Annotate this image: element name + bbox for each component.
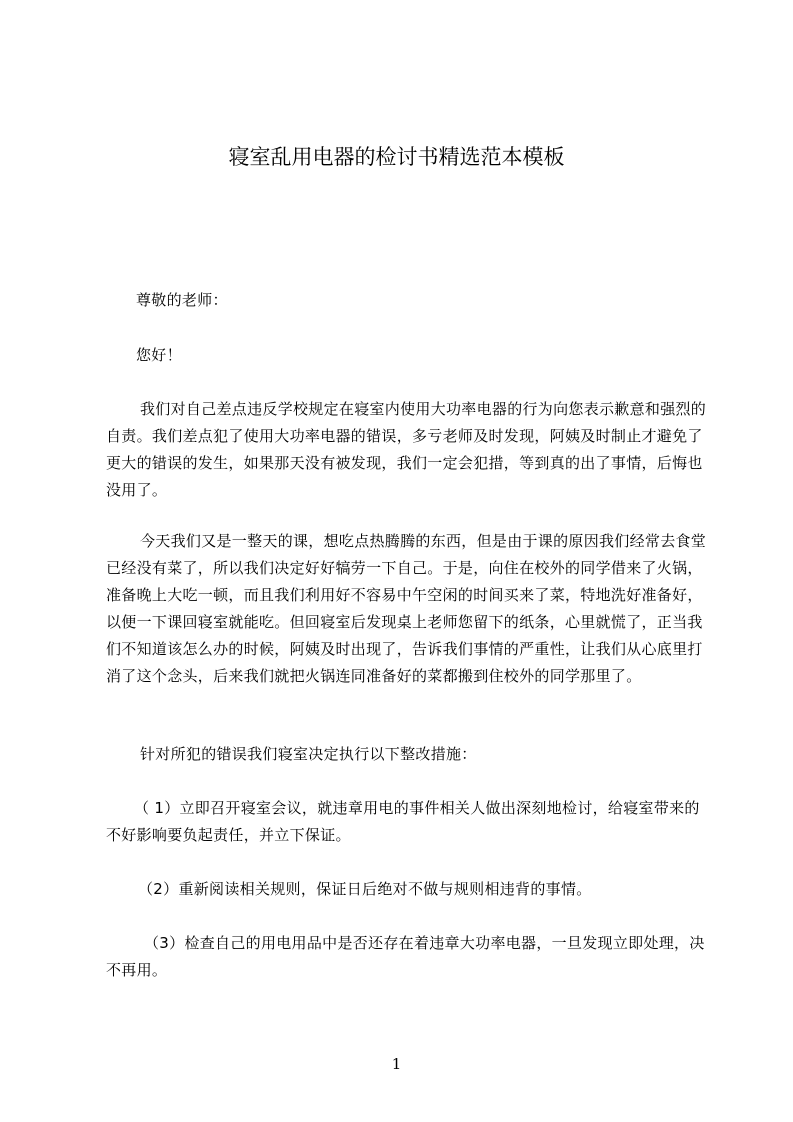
measure-item-3: （3）检查自己的用电用品中是否还存在着违章大功率电器，一旦发现立即处理，决不再用。 (106, 934, 705, 979)
body-paragraph-apology: 我们对自己差点违反学校规定在寝室内使用大功率电器的行为向您表示歉意和强烈的自责。我们差点犯了使用大功率电器的错误，多亏老师及时发现，阿姨及时制止才避免了更大的错误的发生，如果那天没有被发现，我们一定会犯措，等到真的出了事情，后悔也没用了。 (106, 400, 707, 499)
measure-item-2: （2）重新阅读相关规则，保证日后绝对不做与规则相违背的事情。 (138, 880, 592, 898)
document-title: 寝室乱用电器的检讨书精选范本模板 (228, 145, 565, 169)
measure-item-1: （ 1）立即召开寝室会议，就违章用电的事件相关人做出深刻地检讨，给寝室带来的不好影响要负起责任，并立下保证。 (106, 799, 700, 844)
page-number: 1 (391, 1055, 402, 1073)
body-paragraph-measures-intro: 针对所犯的错误我们寝室决定执行以下整改措施： (140, 745, 477, 763)
salutation: 尊敬的老师： (136, 291, 228, 309)
body-paragraph-incident: 今天我们又是一整天的课，想吃点热腾腾的东西，但是由于课的原因我们经常去食堂已经没有菜了，所以我们决定好好犒劳一下自己。于是，向住在校外的同学借来了火锅，准备晚上大吃一顿，而且我们利用好不容易中午空闲的时间买来了菜，特地洗好准备好，以便一下课回寝室就能吃。但回寝室后发现桌上老师您留下的纸条，心里就慌了，正当我们不知道该怎么办的时候，阿姨及时出现了，告诉我们事情的严重性，让我们从心底里打消了这个念头，后来我们就把火锅连同准备好的菜都搬到住校外的同学那里了。 (106, 532, 707, 685)
greeting: 您好！ (136, 346, 182, 364)
